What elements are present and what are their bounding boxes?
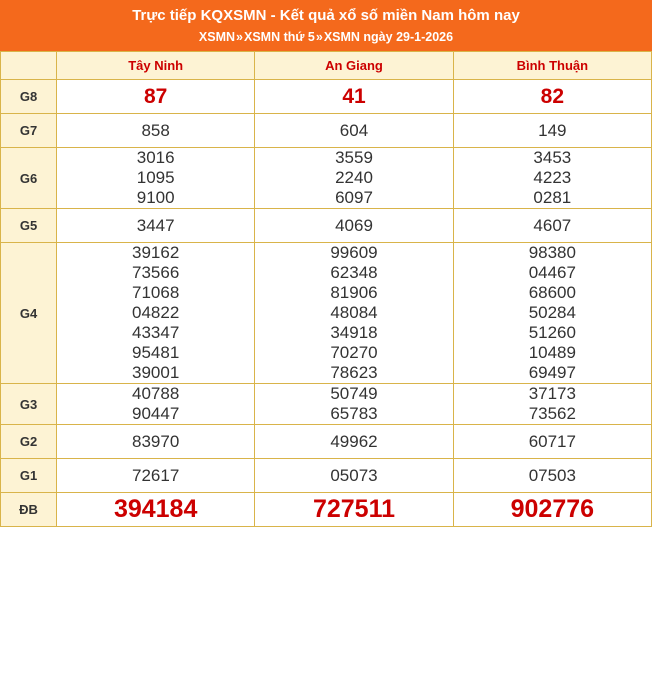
prize-cell bbox=[453, 243, 651, 384]
breadcrumb-separator: » bbox=[236, 30, 243, 44]
prize-number: 3559 bbox=[335, 148, 373, 167]
prize-cell bbox=[57, 384, 255, 425]
page-header bbox=[0, 0, 652, 51]
breadcrumb-separator: » bbox=[315, 30, 323, 44]
table-row bbox=[1, 114, 652, 148]
prize-cell: 394184 bbox=[57, 493, 255, 527]
prize-label-g3: G3 bbox=[1, 384, 57, 425]
prize-cell bbox=[255, 384, 453, 425]
table-row bbox=[1, 459, 652, 493]
prize-number: 3016 bbox=[136, 148, 175, 167]
prize-label-đb: ĐB bbox=[1, 493, 57, 527]
table-row bbox=[1, 384, 652, 425]
prize-number: 4223 bbox=[533, 168, 572, 187]
table-header-row bbox=[1, 52, 652, 80]
prize-number: 81906 bbox=[330, 283, 378, 302]
page-title: Trực tiếp KQXSMN - Kết quả xổ số miền Nam hôm nay bbox=[132, 7, 520, 24]
prize-cell bbox=[453, 384, 651, 425]
column-header-an-giang: An Giang bbox=[255, 52, 453, 80]
prize-number: 3453 bbox=[533, 148, 572, 167]
prize-cell: 87 bbox=[57, 80, 255, 114]
prize-number: 6097 bbox=[335, 188, 373, 207]
table-head bbox=[1, 52, 652, 80]
prize-number: 90447 bbox=[132, 404, 180, 423]
table-row bbox=[1, 243, 652, 384]
prize-number: 69497 bbox=[528, 363, 576, 382]
prize-cell: 727511 bbox=[255, 493, 453, 527]
prize-number: 1095 bbox=[136, 168, 175, 187]
table-corner-cell bbox=[1, 52, 57, 80]
table-row bbox=[1, 80, 652, 114]
prize-cell: 902776 bbox=[453, 493, 651, 527]
prize-number: 10489 bbox=[528, 343, 576, 362]
prize-cell bbox=[255, 148, 453, 209]
prize-number: 51260 bbox=[528, 323, 576, 342]
prize-cell: 149 bbox=[453, 114, 651, 148]
prize-label-g5: G5 bbox=[1, 209, 57, 243]
column-header-tay-ninh: Tây Ninh bbox=[57, 52, 255, 80]
prize-cell: 41 bbox=[255, 80, 453, 114]
table-row bbox=[1, 209, 652, 243]
prize-number: 50749 bbox=[330, 384, 378, 403]
prize-cell bbox=[57, 243, 255, 384]
column-header-binh-thuan: Bình Thuận bbox=[453, 52, 651, 80]
prize-label-g6: G6 bbox=[1, 148, 57, 209]
results-table bbox=[0, 51, 652, 527]
prize-number: 48084 bbox=[330, 303, 378, 322]
table-row bbox=[1, 148, 652, 209]
prize-number: 99609 bbox=[330, 243, 378, 262]
breadcrumb-item-date[interactable]: XSMN ngày 29-1-2026 bbox=[323, 30, 454, 44]
prize-cell: 3447 bbox=[57, 209, 255, 243]
prize-label-g8: G8 bbox=[1, 80, 57, 114]
prize-number: 78623 bbox=[330, 363, 378, 382]
prize-number: 70270 bbox=[330, 343, 378, 362]
prize-cell bbox=[255, 243, 453, 384]
prize-cell: 49962 bbox=[255, 425, 453, 459]
breadcrumb bbox=[4, 28, 648, 46]
prize-number: 73562 bbox=[528, 404, 576, 423]
prize-cell: 60717 bbox=[453, 425, 651, 459]
prize-label-g2: G2 bbox=[1, 425, 57, 459]
prize-number: 04822 bbox=[132, 303, 180, 322]
prize-number: 65783 bbox=[330, 404, 378, 423]
prize-number: 37173 bbox=[528, 384, 576, 403]
prize-cell: 4607 bbox=[453, 209, 651, 243]
prize-label-g1: G1 bbox=[1, 459, 57, 493]
breadcrumb-item-xsmn[interactable]: XSMN bbox=[198, 30, 236, 44]
prize-number: 43347 bbox=[132, 323, 180, 342]
prize-number: 04467 bbox=[528, 263, 576, 282]
prize-cell: 72617 bbox=[57, 459, 255, 493]
prize-number: 40788 bbox=[132, 384, 180, 403]
prize-number: 9100 bbox=[136, 188, 175, 207]
prize-cell bbox=[57, 148, 255, 209]
prize-number: 62348 bbox=[330, 263, 378, 282]
prize-cell: 05073 bbox=[255, 459, 453, 493]
prize-number: 50284 bbox=[528, 303, 576, 322]
prize-number: 68600 bbox=[528, 283, 576, 302]
prize-number: 98380 bbox=[528, 243, 576, 262]
prize-cell: 604 bbox=[255, 114, 453, 148]
table-row bbox=[1, 493, 652, 527]
prize-cell bbox=[453, 148, 651, 209]
prize-cell: 07503 bbox=[453, 459, 651, 493]
prize-number: 34918 bbox=[330, 323, 378, 342]
prize-cell: 858 bbox=[57, 114, 255, 148]
table-body bbox=[1, 80, 652, 527]
prize-label-g7: G7 bbox=[1, 114, 57, 148]
prize-number: 2240 bbox=[335, 168, 373, 187]
table-row bbox=[1, 425, 652, 459]
prize-label-g4: G4 bbox=[1, 243, 57, 384]
prize-number: 39001 bbox=[132, 363, 180, 382]
breadcrumb-item-xsmn-thu-5[interactable]: XSMN thứ 5 bbox=[244, 30, 315, 44]
prize-cell: 4069 bbox=[255, 209, 453, 243]
prize-number: 0281 bbox=[533, 188, 572, 207]
prize-cell: 83970 bbox=[57, 425, 255, 459]
prize-number: 95481 bbox=[132, 343, 180, 362]
prize-cell: 82 bbox=[453, 80, 651, 114]
prize-number: 39162 bbox=[132, 243, 180, 262]
prize-number: 71068 bbox=[132, 283, 180, 302]
prize-number: 73566 bbox=[132, 263, 180, 282]
